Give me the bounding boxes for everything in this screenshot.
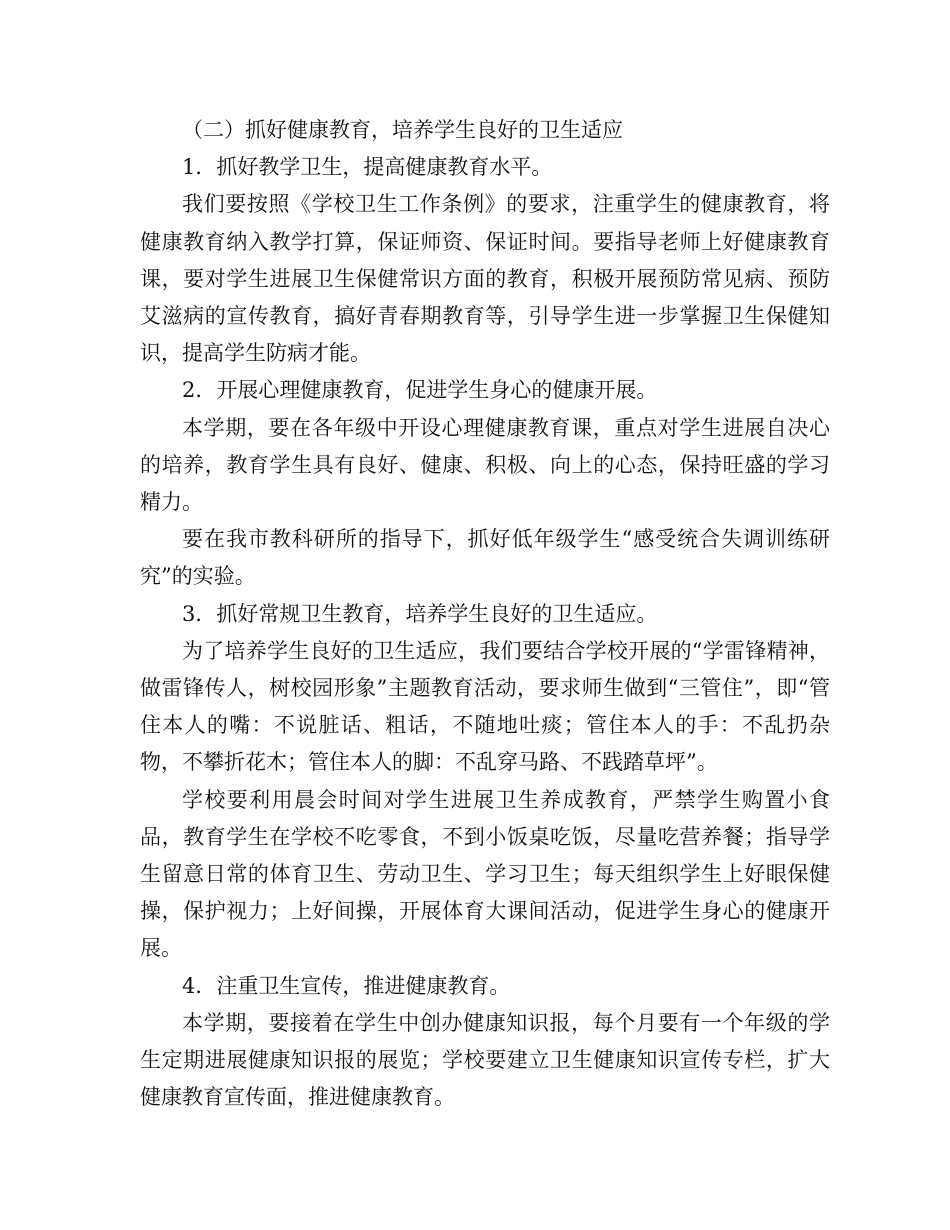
paragraph: 学校要利用晨会时间对学生进展卫生养成教育，严禁学生购置小食品，教育学生在学校不吃零食，不到小饭桌吃饭，尽量吃营养餐；指导学生留意日常的体育卫生、劳动卫生、学习卫生；每天组织学生上好眼保健操，保护视力；上好间操，开展体育大课间活动，促进学生身心的健康开展。: [140, 787, 830, 961]
paragraph: 本学期，要在各年级中开设心理健康教育课，重点对学生进展自决心的培养，教育学生具有良好、健康、积极、向上的心态，保持旺盛的学习精力。: [140, 415, 830, 515]
paragraph: 为了培养学生良好的卫生适应，我们要结合学校开展的“学雷锋精神，做雷锋传人，树校园形象”主题教育活动，要求师生做到“三管住”，即“管住本人的嘴：不说脏话、粗话，不随地吐痰；管住本人的手：不乱扔杂物，不攀折花木；管住本人的脚：不乱穿马路、不践踏草坪”。: [140, 638, 830, 775]
paragraph: 我们要按照《学校卫生工作条例》的要求，注重学生的健康教育，将健康教育纳入教学打算，保证师资、保证时间。要指导老师上好健康教育课，要对学生进展卫生保健常识方面的教育，积极开展预防常见病、预防艾滋病的宣传教育，搞好青春期教育等，引导学生进一步掌握卫生保健知识，提高学生防病才能。: [140, 192, 830, 366]
subheading-2: 2．开展心理健康教育，促进学生身心的健康开展。: [182, 378, 658, 403]
paragraph: 要在我市教科研所的指导下，抓好低年级学生“感受统合失调训练研究”的实验。: [140, 527, 830, 589]
subheading-4: 4．注重卫生宣传，推进健康教育。: [182, 973, 511, 998]
section-title: （二）抓好健康教育，培养学生良好的卫生适应: [182, 118, 623, 142]
paragraph: 本学期，要接着在学生中创办健康知识报，每个月要有一个年级的学生定期进展健康知识报的展览；学校要建立卫生健康知识宣传专栏，扩大健康教育宣传面，推进健康教育。: [140, 1010, 830, 1110]
document-body: [140, 112, 830, 1116]
subheading-1: 1．抓好教学卫生，提高健康教育水平。: [182, 155, 553, 180]
subheading-3: 3．抓好常规卫生教育，培养学生良好的卫生适应。: [182, 601, 658, 626]
